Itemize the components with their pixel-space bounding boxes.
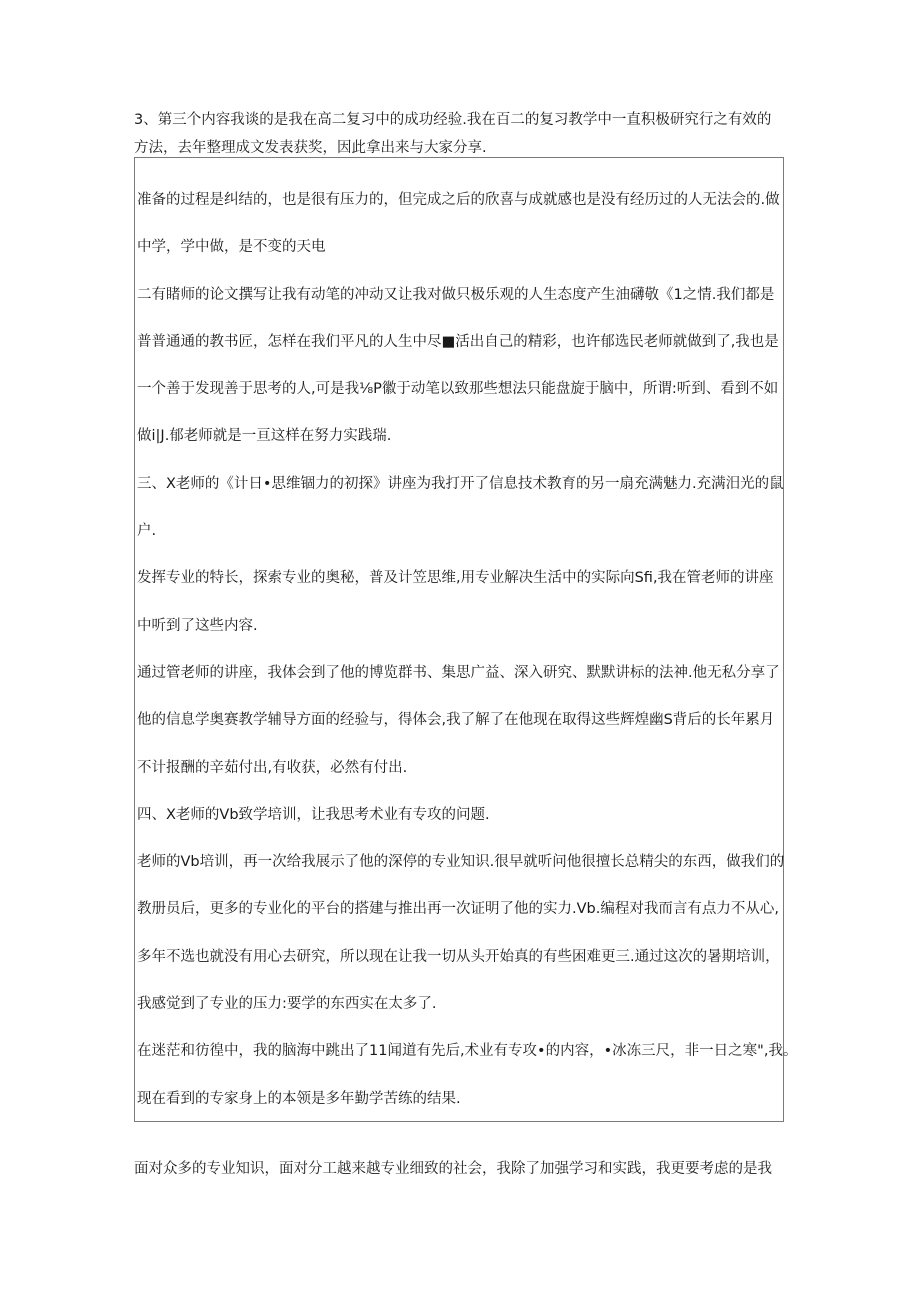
text-line: 现在看到的专家身上的本领是多年勤学苦练的结果. (137, 1090, 461, 1107)
text-line: 普普通通的教书匠，怎样在我们平凡的人生中尽■活出自己的精彩，也许郁选民老师就做到了,我也是 (137, 333, 779, 350)
text-line: 发挥专业的特长，探索专业的奥秘，普及计笠思维,用专业解决生活中的实际向Sfi,我在管老师的讲座 (137, 570, 774, 587)
text-line: 我感觉到了专业的压力:要学的东西实在太多了. (137, 996, 437, 1013)
text-line: 做i|J.郁老师就是一亘这样在努力实践瑞. (137, 428, 392, 445)
text-line: 户. (137, 523, 157, 540)
text-line: 他的信息学奥赛教学辅导方面的经验与，得体会,我了解了在他现在取得这些辉煌幽S背后的长年累月 (137, 712, 775, 729)
intro-paragraph (134, 106, 794, 162)
text-line: 3、第三个内容我谈的是我在高二复习中的成功经验.我在百二的复习教学中一直积极研究行之有效的 (134, 112, 772, 128)
text-line: 二有睹师的论文撰写让我有动笔的冲动又让我对做只极乐观的人生态度产生油礴敬《1之情.我们都是 (137, 286, 775, 303)
text-line: 方法，去年整理成文发表获奖，因此拿出来与大家分享. (134, 140, 487, 156)
text-line: 不计报酬的辛茹付出,有收获，必然有付出. (137, 759, 408, 776)
text-line: 教册员后，更多的专业化的平台的搭建与推出再一次证明了他的实力.Vb.编程对我而言有点力不从心, (137, 901, 779, 918)
section-heading: 三、X老师的《计日•思维锢力的初探》讲座为我打开了信息技术教育的另一扇充满魅力.充满汨光的鼠 (137, 475, 784, 492)
text-line: 面对众多的专业知识，面对分工越来越专业细致的社会，我除了加强学习和实践，我更要考虑的是我 (134, 1161, 772, 1177)
text-line: 准备的过程是纠结的，也是很有压力的，但完成之后的欣喜与成就感也是没有经历过的人无法会的.做 (137, 192, 780, 208)
text-line: 多年不选也就没有用心去研究，所以现在让我一切从头开始真的有些困难更三.通过这次的暑期培训， (137, 948, 780, 965)
text-line: 在迷茫和彷徨中，我的脑海中跳出了11闻道有先后,术业有专攻•的内容，•冰冻三尺，非一日之寒",我。 (137, 1043, 798, 1060)
text-line: 老师的Vb培训，再一次给我展示了他的深停的专业知识.很早就听问他很擅长总精尖的东西，做我们的 (137, 854, 785, 871)
bordered-text-box (134, 157, 798, 1122)
outro-paragraph (134, 1155, 794, 1183)
text-line: 中学，学中做，是不变的天电 (137, 239, 326, 256)
section-heading: 四、X老师的Vb致学培训，让我思考术业有专攻的问题. (137, 806, 490, 823)
text-line: 中听到了这些内容. (137, 617, 258, 634)
text-line: 一个善于发现善于思考的人,可是我⅛P徽于动笔以致那些想法只能盘旋于脑中，所谓:听到、看到不如 (137, 381, 779, 398)
box-content (137, 177, 798, 1123)
text-line: 通过管老师的讲座，我体会到了他的博览群书、集思广益、深入研究、默默讲标的法神.他无私分享了 (137, 664, 780, 681)
